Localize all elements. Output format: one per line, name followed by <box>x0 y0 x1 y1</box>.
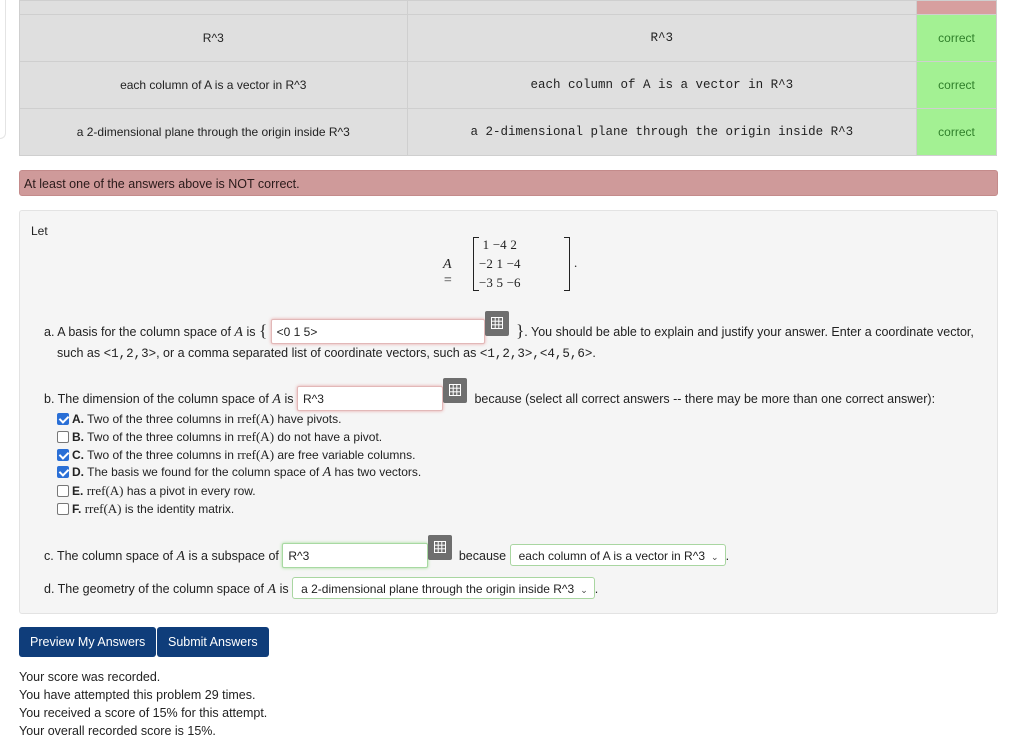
part-b-var: A <box>272 392 281 407</box>
status-line: Your overall recorded score is 15%. <box>19 724 216 738</box>
matrix-cell: −4 <box>492 236 507 252</box>
checkbox-icon[interactable] <box>57 431 69 443</box>
entered-cell: a 2-dimensional plane through the origin inside R^3 <box>20 109 408 156</box>
part-a-prefix: a. A basis for the column space of <box>44 325 231 339</box>
select-value: each column of A is a vector in R^3 <box>518 549 706 563</box>
basis-input[interactable]: <0 1 5> <box>271 319 485 344</box>
option-text: Two of the three columns in <box>87 448 234 462</box>
matrix-cell: 5 <box>496 274 504 290</box>
option-f[interactable] <box>57 501 234 517</box>
part-c-var: A <box>176 549 186 564</box>
option-letter: D. <box>72 465 84 479</box>
table-row <box>20 15 997 62</box>
part-c-mid: is a subspace of <box>188 549 279 563</box>
part-d-var: A <box>267 582 277 597</box>
part-d <box>44 577 598 599</box>
option-letter: B. <box>72 430 84 444</box>
option-text: Two of the three columns in <box>87 412 234 426</box>
table-row <box>20 1 997 15</box>
option-text: are free variable columns. <box>277 448 416 462</box>
matrix-cell: −2 <box>479 255 493 271</box>
matrix-cell: −4 <box>506 255 521 271</box>
dimension-input[interactable]: R^3 <box>297 386 443 411</box>
preview-answers-button[interactable]: Preview My Answers <box>19 627 156 657</box>
chevron-down-icon: ⌄ <box>580 585 588 595</box>
option-d[interactable] <box>57 465 421 481</box>
example-vector-list: <1,2,3>,<4,5,6> <box>479 347 593 361</box>
preview-cell: R^3 <box>407 15 916 62</box>
option-math: rref(A) <box>237 411 275 426</box>
status-line: You have attempted this problem 29 times. <box>19 688 256 702</box>
matrix-cell: 2 <box>510 236 517 252</box>
help-text: such as <box>57 346 101 360</box>
checkbox-check-icon[interactable] <box>57 413 69 425</box>
option-letter: E. <box>72 484 84 498</box>
result-cell <box>917 1 997 15</box>
results-table <box>19 0 997 156</box>
entered-cell <box>20 1 408 15</box>
example-vector: <1,2,3> <box>103 347 157 361</box>
part-b-is: is <box>284 392 294 406</box>
option-text: The basis we found for the column space of <box>87 465 320 479</box>
part-d-is: is <box>279 582 289 596</box>
status-line: Your score was recorded. <box>19 670 161 684</box>
matrix-cell: −6 <box>506 274 521 290</box>
option-math: rref(A) <box>84 501 122 516</box>
part-a-is: is <box>246 325 256 339</box>
part-a-var: A <box>234 325 243 340</box>
matrix-label: A = <box>443 257 453 288</box>
option-text: have pivots. <box>277 412 342 426</box>
subspace-input[interactable]: R^3 <box>282 543 428 568</box>
option-math: rref(A) <box>86 483 124 498</box>
checkbox-check-icon[interactable] <box>57 449 69 461</box>
option-text: do not have a pivot. <box>277 430 383 444</box>
option-text: has a pivot in every row. <box>126 484 256 498</box>
matrix-cell: 1 <box>482 236 490 252</box>
part-b-prefix: b. The dimension of the column space of <box>44 392 269 406</box>
right-bracket <box>564 237 570 291</box>
preview-cell <box>407 1 916 15</box>
table-row <box>20 62 997 109</box>
reason-select[interactable] <box>510 544 726 566</box>
part-a-suffix: . You should be able to explain and justify your answer. Enter a coordinate vector, <box>524 325 974 339</box>
option-c[interactable] <box>57 447 415 463</box>
help-text: . <box>592 346 596 360</box>
option-math: A <box>322 465 332 480</box>
checkbox-icon[interactable] <box>57 503 69 515</box>
checkbox-icon[interactable] <box>57 485 69 497</box>
option-text: has two vectors. <box>334 465 422 479</box>
option-letter: C. <box>72 448 84 462</box>
help-text: , or a comma separated list of coordinate vectors, such as <box>156 346 477 360</box>
table-row <box>20 109 997 156</box>
part-b-suffix: because (select all correct answers -- there may be more than one correct answer): <box>474 392 936 406</box>
option-e[interactable] <box>57 483 256 499</box>
option-text: is the identity matrix. <box>124 502 235 516</box>
grid-icon[interactable] <box>443 378 467 403</box>
option-letter: F. <box>72 502 82 516</box>
matrix-cell: −3 <box>479 274 493 290</box>
option-a[interactable] <box>57 411 341 427</box>
entered-cell: each column of A is a vector in R^3 <box>20 62 408 109</box>
matrix <box>479 235 521 292</box>
close-brace: } <box>516 321 525 340</box>
option-text: Two of the three columns in <box>87 430 234 444</box>
because-label: because <box>458 549 507 563</box>
matrix-cell: 1 <box>496 255 504 271</box>
part-a <box>44 311 974 344</box>
result-cell: correct <box>917 15 997 62</box>
side-panel-edge <box>0 0 6 139</box>
preview-cell: each column of A is a vector in R^3 <box>407 62 916 109</box>
part-d-prefix: d. The geometry of the column space of <box>44 582 265 596</box>
result-cell: correct <box>917 62 997 109</box>
period: . <box>594 582 599 596</box>
open-brace: { <box>258 321 268 340</box>
grid-icon[interactable] <box>485 311 509 336</box>
submit-answers-button[interactable]: Submit Answers <box>157 627 269 657</box>
select-value: a 2-dimensional plane through the origin inside R^3 <box>301 582 575 596</box>
result-cell: correct <box>917 109 997 156</box>
geometry-select[interactable] <box>292 577 595 599</box>
entered-cell: R^3 <box>20 15 408 62</box>
period: . <box>725 549 730 563</box>
option-letter: A. <box>72 412 84 426</box>
grid-icon[interactable] <box>428 535 452 560</box>
option-math: rref(A) <box>237 447 275 462</box>
part-a-help <box>57 346 596 361</box>
option-b[interactable] <box>57 429 382 445</box>
part-c <box>44 535 729 568</box>
matrix-period: . <box>574 255 578 270</box>
status-line: You received a score of 15% for this attempt. <box>19 706 268 720</box>
let-label: Let <box>31 224 48 238</box>
checkbox-check-icon[interactable] <box>57 466 69 478</box>
chevron-down-icon: ⌄ <box>711 552 719 562</box>
option-math: rref(A) <box>237 429 275 444</box>
preview-cell: a 2-dimensional plane through the origin inside R^3 <box>407 109 916 156</box>
part-c-prefix: c. The column space of <box>44 549 174 563</box>
incorrect-alert: At least one of the answers above is NOT correct. <box>19 170 998 196</box>
problem-panel <box>19 210 998 614</box>
part-b <box>44 378 935 411</box>
